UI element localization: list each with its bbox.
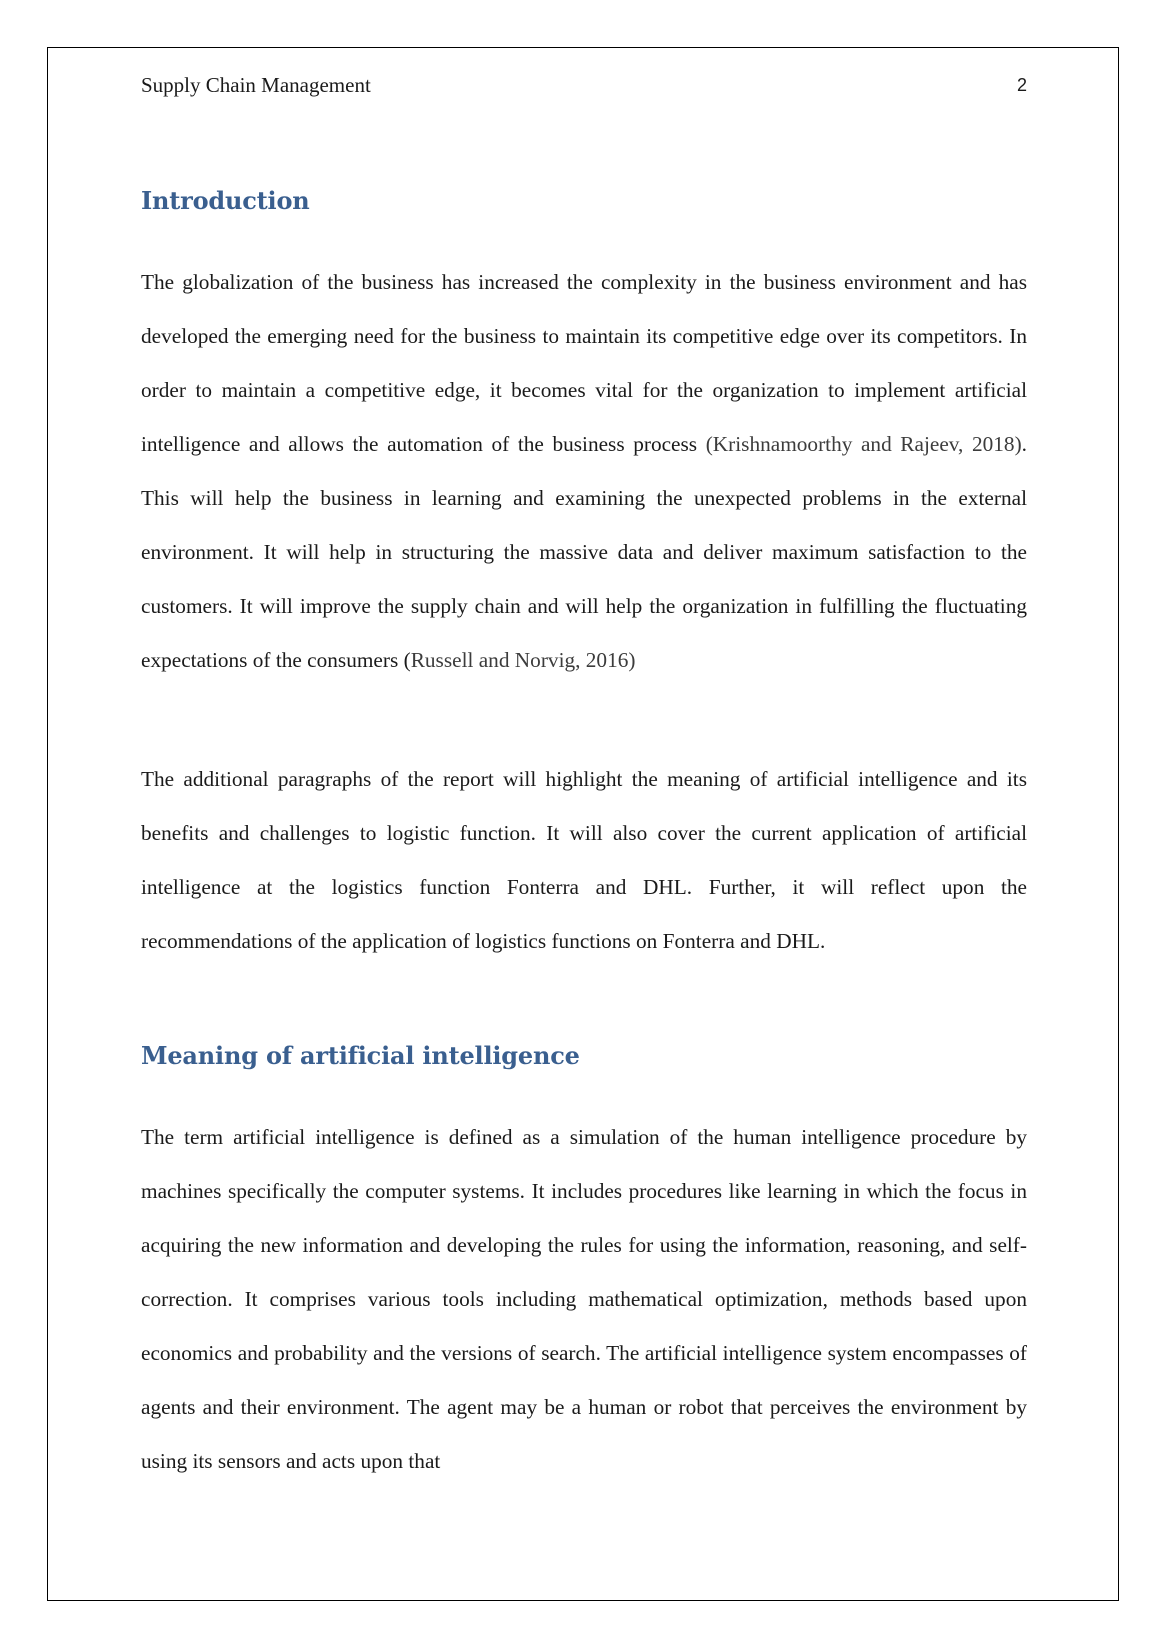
header-title: Supply Chain Management — [141, 73, 371, 97]
citation-krishnamoorthy: (Krishnamoorthy and Rajeev, 2018) — [705, 432, 1022, 456]
section-heading-introduction: Introduction — [141, 186, 310, 215]
intro-paragraph-1-text-a: The globalization of the business has increased the complexity in the business environment and has developed the emerging need for the business to maintain its competitive edge over its competitors. In order to maintain a competitive edge, it becomes vital for the organization to implement artificial intelligence and allows the automation of the business process — [141, 270, 1027, 456]
page-number: 2 — [1016, 75, 1027, 95]
running-header — [141, 70, 1027, 100]
section-heading-meaning: Meaning of artificial intelligence — [141, 1041, 580, 1070]
intro-paragraph-1 — [141, 255, 1027, 687]
intro-paragraph-1-text-b: . This will help the business in learning and examining the unexpected problems in the external environment. It will help in structuring the massive data and deliver maximum satisfaction to the customers. It will improve the supply chain and will help the organization in fulfilling the fluctuating expectations of the consumers ( — [141, 432, 1027, 672]
meaning-paragraph-1: The term artificial intelligence is defined as a simulation of the human intelligence procedure by machines specifically the computer systems. It includes procedures like learning in which the focus in acquiring the new information and developing the rules for using the information, reasoning, and self-correction. It comprises various tools including mathematical optimization, methods based upon economics and probability and the versions of search. The artificial intelligence system encompasses of agents and their environment. The agent may be a human or robot that perceives the environment by using its sensors and acts upon that — [141, 1125, 1027, 1473]
citation-russell: Russell and Norvig, 2016) — [410, 648, 636, 672]
intro-paragraph-2: The additional paragraphs of the report will highlight the meaning of artificial intelligence and its benefits and challenges to logistic function. It will also cover the current application of artificial intelligence at the logistics function Fonterra and DHL. Further, it will reflect upon the recommendations of the application of logistics functions on Fonterra and DHL. — [141, 767, 1027, 953]
